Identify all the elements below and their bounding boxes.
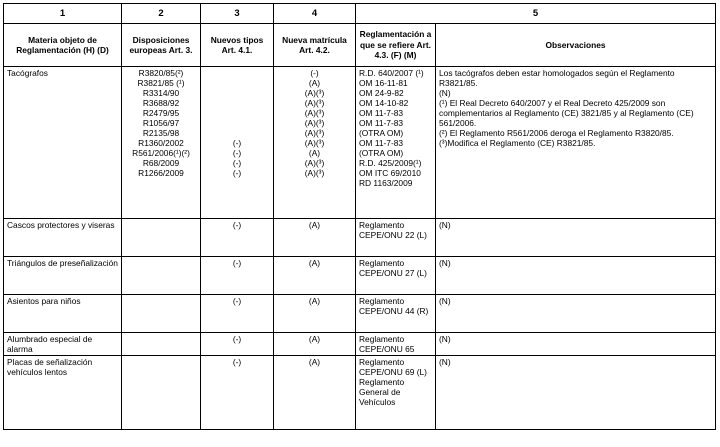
cell-line: OM ITC 69/2010 — [359, 168, 421, 178]
cell-line: R.D. 425/2009(¹) — [359, 158, 422, 168]
cell-materia: Placas de señalización vehículos lentos — [4, 356, 122, 430]
cell-reglamentacion — [356, 67, 436, 219]
cell-reglamentacion: Reglamento CEPE/ONU 65 — [356, 333, 436, 356]
header-observaciones: Observaciones — [436, 24, 716, 67]
cell-line — [204, 98, 270, 108]
cell-line: (-) — [232, 138, 242, 148]
table-row — [4, 295, 716, 333]
cell-line: R2135/98 — [142, 128, 180, 138]
cell-line: (A)(³) — [304, 168, 325, 178]
column-number-5: 5 — [356, 4, 716, 24]
cell-materia: Asientos para niños — [4, 295, 122, 333]
cell-line: R3688/92 — [142, 98, 180, 108]
cell-line: (²) El Reglamento R561/2006 deroga el Reglamento R3820/85. — [439, 128, 674, 138]
header-nueva-matricula: Nueva matrícula Art. 4.2. — [274, 24, 356, 67]
cell-nueva-matricula — [274, 67, 356, 219]
cell-nueva-matricula: (A) — [274, 257, 356, 295]
cell-line: (-) — [232, 168, 242, 178]
cell-nuevos-tipos — [201, 67, 274, 219]
cell-nueva-matricula: (A) — [274, 219, 356, 257]
cell-materia: Alumbrado especial de alarma — [4, 333, 122, 356]
cell-line — [204, 108, 270, 118]
cell-line: R68/2009 — [142, 158, 180, 168]
cell-nuevos-tipos: (-) — [201, 333, 274, 356]
cell-line: (A) — [308, 78, 321, 88]
column-number-row — [4, 4, 716, 24]
cell-line: (A)(³) — [304, 88, 325, 98]
cell-line: (A)(³) — [304, 108, 325, 118]
header-row — [4, 24, 716, 67]
cell-disposiciones — [122, 333, 201, 356]
cell-disposiciones — [122, 219, 201, 257]
cell-line: (A)(³) — [304, 128, 325, 138]
cell-line: (A)(³) — [304, 158, 325, 168]
cell-nuevos-tipos: (-) — [201, 295, 274, 333]
column-number-1: 1 — [4, 4, 122, 24]
cell-line: (³)Modifica el Reglamento (CE) R3821/85. — [439, 138, 596, 148]
cell-reglamentacion: Reglamento CEPE/ONU 69 (L) Reglamento General de Vehículos — [356, 356, 436, 430]
cell-observaciones: (N) — [436, 257, 716, 295]
cell-line: OM 11-7-83 — [359, 118, 404, 128]
header-materia: Materia objeto de Reglamentación (H) (D) — [4, 24, 122, 67]
cell-line — [204, 88, 270, 98]
header-reglamentacion: Reglamentación a que se refiere Art. 4.3. (F) (M) — [356, 24, 436, 67]
cell-line: R3820/85(²) — [138, 68, 184, 78]
cell-line: OM 14-10-82 — [359, 98, 409, 108]
cell-line: (¹) El Real Decreto 640/2007 y el Real Decreto 425/2009 son complementarios al Reglamento (CE) 3821/85 y al Reglamento (CE) 561/2006. — [439, 98, 694, 128]
cell-reglamentacion: Reglamento CEPE/ONU 22 (L) — [356, 219, 436, 257]
cell-line: (A)(³) — [304, 118, 325, 128]
cell-observaciones: (N) — [436, 295, 716, 333]
cell-nueva-matricula: (A) — [274, 356, 356, 430]
table-row — [4, 333, 716, 356]
cell-observaciones: (N) — [436, 356, 716, 430]
cell-line: (A)(³) — [304, 98, 325, 108]
cell-reglamentacion: Reglamento CEPE/ONU 27 (L) — [356, 257, 436, 295]
cell-line: R3314/90 — [142, 88, 180, 98]
cell-line: (N) — [439, 88, 451, 98]
header-nuevos-tipos: Nuevos tipos Art. 4.1. — [201, 24, 274, 67]
cell-line: R3821/85 (¹) — [137, 78, 185, 88]
cell-line: R1266/2009 — [138, 168, 184, 178]
header-disposiciones: Disposiciones europeas Art. 3. — [122, 24, 201, 67]
regulation-table — [3, 3, 716, 430]
column-number-3: 3 — [201, 4, 274, 24]
table-row — [4, 219, 716, 257]
cell-line: (-) — [232, 158, 242, 168]
cell-line — [204, 128, 270, 138]
cell-line: R1360/2002 — [138, 138, 184, 148]
cell-nueva-matricula: (A) — [274, 333, 356, 356]
column-number-2: 2 — [122, 4, 201, 24]
table-row — [4, 257, 716, 295]
table-row-tacografos — [4, 67, 716, 219]
column-number-4: 4 — [274, 4, 356, 24]
cell-line — [204, 78, 270, 88]
cell-line: (A)(³) — [304, 138, 325, 148]
cell-line: OM 11-7-83 — [359, 138, 404, 148]
cell-disposiciones — [122, 295, 201, 333]
cell-line: (A) — [308, 148, 321, 158]
cell-nuevos-tipos: (-) — [201, 257, 274, 295]
cell-line: R.D. 640/2007 (¹) — [359, 68, 424, 78]
cell-line: (OTRA OM) — [359, 128, 404, 138]
cell-nueva-matricula: (A) — [274, 295, 356, 333]
cell-line: (-) — [232, 148, 242, 158]
cell-reglamentacion: Reglamento CEPE/ONU 44 (R) — [356, 295, 436, 333]
table-row — [4, 356, 716, 430]
cell-nuevos-tipos: (-) — [201, 356, 274, 430]
cell-observaciones: (N) — [436, 333, 716, 356]
cell-line: OM 16-11-81 — [359, 78, 408, 88]
cell-line: R561/2006(¹)(²) — [132, 148, 190, 158]
cell-materia: Tacógrafos — [4, 67, 122, 219]
cell-disposiciones — [122, 257, 201, 295]
cell-observaciones: (N) — [436, 219, 716, 257]
cell-line: R2479/95 — [142, 108, 180, 118]
cell-line: RD 1163/2009 — [359, 178, 413, 188]
cell-line: Los tacógrafos deben estar homologados según el Reglamento R3821/85. — [439, 68, 675, 88]
cell-disposiciones — [122, 356, 201, 430]
cell-line — [204, 118, 270, 128]
cell-line: (OTRA OM) — [359, 148, 404, 158]
cell-line: OM 24-9-82 — [359, 88, 404, 98]
cell-materia: Cascos protectores y viseras — [4, 219, 122, 257]
cell-materia: Triángulos de preseñalización — [4, 257, 122, 295]
cell-observaciones — [436, 67, 716, 219]
cell-disposiciones — [122, 67, 201, 219]
cell-line: (-) — [310, 68, 319, 78]
cell-line: OM 11-7-83 — [359, 108, 404, 118]
cell-line — [204, 68, 270, 78]
cell-nuevos-tipos: (-) — [201, 219, 274, 257]
cell-line: R1056/97 — [142, 118, 180, 128]
